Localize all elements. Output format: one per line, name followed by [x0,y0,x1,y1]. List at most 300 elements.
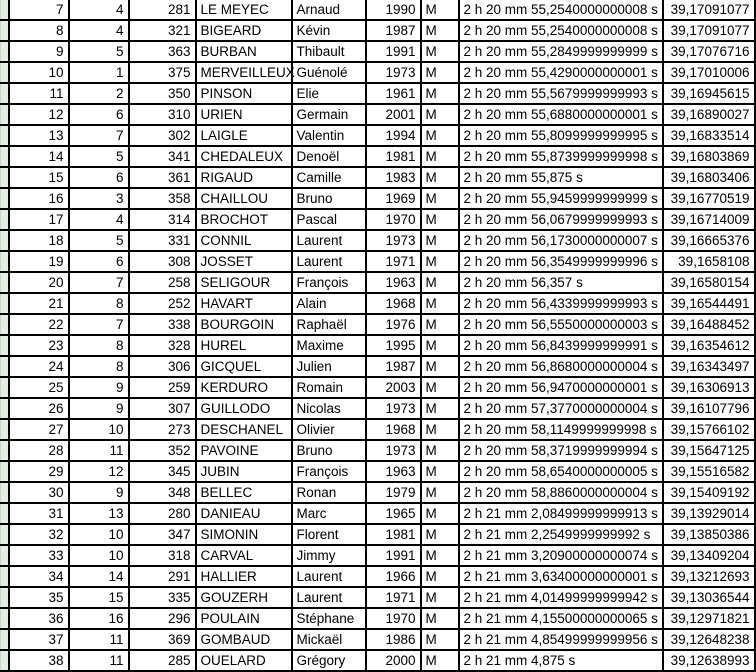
cell-birth-year[interactable]: 1991 [366,41,421,62]
cell-last-name[interactable]: GOMBAUD [196,629,292,650]
cell-time[interactable]: 2 h 20 mm 56,3549999999996 s [459,251,663,272]
cell-row-number[interactable]: 37 [9,629,69,650]
cell-birth-year[interactable]: 2003 [366,377,421,398]
cell-time[interactable]: 2 h 20 mm 55,4290000000001 s [459,62,663,83]
cell-birth-year[interactable]: 1987 [366,356,421,377]
cell-rank[interactable]: 2 [69,83,129,104]
cell-bib-number[interactable]: 361 [129,167,196,188]
cell-bib-number[interactable]: 258 [129,272,196,293]
cell-birth-year[interactable]: 1966 [366,566,421,587]
cell-birth-year[interactable]: 1990 [366,0,421,20]
left-strip-cell[interactable] [1,293,9,314]
cell-speed[interactable]: 39,13409204 [663,545,755,566]
left-strip-cell[interactable] [1,524,9,545]
cell-time[interactable]: 2 h 20 mm 56,1730000000007 s [459,230,663,251]
cell-speed[interactable]: 39,12648238 [663,629,755,650]
cell-last-name[interactable]: JUBIN [196,461,292,482]
cell-last-name[interactable]: BURBAN [196,41,292,62]
cell-row-number[interactable]: 23 [9,335,69,356]
cell-birth-year[interactable]: 1971 [366,587,421,608]
cell-row-number[interactable]: 30 [9,482,69,503]
cell-speed[interactable]: 39,16833514 [663,125,755,146]
cell-bib-number[interactable]: 306 [129,356,196,377]
cell-bib-number[interactable]: 296 [129,608,196,629]
cell-first-name[interactable]: Alain [292,293,366,314]
cell-birth-year[interactable]: 1981 [366,524,421,545]
cell-first-name[interactable]: Thibault [292,41,366,62]
cell-gender[interactable]: M [421,377,459,398]
cell-row-number[interactable]: 26 [9,398,69,419]
cell-bib-number[interactable]: 358 [129,188,196,209]
cell-last-name[interactable]: RIGAUD [196,167,292,188]
cell-last-name[interactable]: DESCHANEL [196,419,292,440]
cell-row-number[interactable]: 38 [9,650,69,671]
cell-first-name[interactable]: Arnaud [292,0,366,20]
cell-last-name[interactable]: LAIGLE [196,125,292,146]
cell-speed[interactable]: 39,17010006 [663,62,755,83]
cell-last-name[interactable]: BOURGOIN [196,314,292,335]
left-strip-cell[interactable] [1,440,9,461]
cell-row-number[interactable]: 20 [9,272,69,293]
cell-bib-number[interactable]: 291 [129,566,196,587]
cell-gender[interactable]: M [421,41,459,62]
cell-time[interactable]: 2 h 20 mm 55,2540000000008 s [459,20,663,41]
cell-time[interactable]: 2 h 20 mm 55,2540000000008 s [459,0,663,20]
left-strip-cell[interactable] [1,62,9,83]
cell-time[interactable]: 2 h 20 mm 58,1149999999998 s [459,419,663,440]
cell-gender[interactable]: M [421,398,459,419]
cell-gender[interactable]: M [421,587,459,608]
left-strip-cell[interactable] [1,167,9,188]
cell-speed[interactable]: 39,17091077 [663,0,755,20]
cell-last-name[interactable]: PINSON [196,83,292,104]
left-strip-cell[interactable] [1,377,9,398]
cell-time[interactable]: 2 h 20 mm 56,5550000000003 s [459,314,663,335]
left-strip-cell[interactable] [1,104,9,125]
cell-last-name[interactable]: JOSSET [196,251,292,272]
cell-birth-year[interactable]: 1995 [366,335,421,356]
cell-rank[interactable]: 6 [69,167,129,188]
left-strip-cell[interactable] [1,545,9,566]
cell-last-name[interactable]: BIGEARD [196,20,292,41]
cell-gender[interactable]: M [421,104,459,125]
cell-birth-year[interactable]: 1983 [366,167,421,188]
cell-speed[interactable]: 39,16306913 [663,377,755,398]
cell-speed[interactable]: 39,13212693 [663,566,755,587]
cell-time[interactable]: 2 h 20 mm 55,5679999999993 s [459,83,663,104]
cell-bib-number[interactable]: 308 [129,251,196,272]
cell-rank[interactable]: 12 [69,461,129,482]
left-strip-cell[interactable] [1,41,9,62]
cell-speed[interactable]: 39,15766102 [663,419,755,440]
cell-birth-year[interactable]: 1970 [366,209,421,230]
cell-row-number[interactable]: 13 [9,125,69,146]
left-strip-cell[interactable] [1,335,9,356]
cell-bib-number[interactable]: 375 [129,62,196,83]
cell-time[interactable]: 2 h 20 mm 56,8439999999991 s [459,335,663,356]
cell-gender[interactable]: M [421,482,459,503]
cell-first-name[interactable]: Camille [292,167,366,188]
cell-birth-year[interactable]: 1963 [366,461,421,482]
cell-row-number[interactable]: 31 [9,503,69,524]
cell-row-number[interactable]: 21 [9,293,69,314]
cell-last-name[interactable]: PAVOINE [196,440,292,461]
cell-bib-number[interactable]: 338 [129,314,196,335]
cell-last-name[interactable]: CHEDALEUX [196,146,292,167]
cell-rank[interactable]: 3 [69,188,129,209]
cell-first-name[interactable]: Stéphane [292,608,366,629]
cell-gender[interactable]: M [421,629,459,650]
cell-gender[interactable]: M [421,62,459,83]
cell-time[interactable]: 2 h 20 mm 58,8860000000004 s [459,482,663,503]
cell-bib-number[interactable]: 310 [129,104,196,125]
cell-bib-number[interactable]: 335 [129,587,196,608]
cell-time[interactable]: 2 h 21 mm 3,63400000000001 s [459,566,663,587]
cell-rank[interactable]: 16 [69,608,129,629]
cell-bib-number[interactable]: 350 [129,83,196,104]
left-strip-cell[interactable] [1,566,9,587]
cell-speed[interactable]: 39,16665376 [663,230,755,251]
cell-first-name[interactable]: Bruno [292,440,366,461]
cell-rank[interactable]: 7 [69,125,129,146]
cell-gender[interactable]: M [421,293,459,314]
cell-birth-year[interactable]: 1994 [366,125,421,146]
cell-first-name[interactable]: Raphaël [292,314,366,335]
cell-rank[interactable]: 9 [69,398,129,419]
cell-gender[interactable]: M [421,650,459,671]
cell-gender[interactable]: M [421,209,459,230]
cell-last-name[interactable]: DANIEAU [196,503,292,524]
cell-gender[interactable]: M [421,419,459,440]
cell-first-name[interactable]: François [292,461,366,482]
cell-birth-year[interactable]: 1965 [366,503,421,524]
left-strip-cell[interactable] [1,20,9,41]
left-strip-cell[interactable] [1,461,9,482]
cell-speed[interactable]: 39,15516582 [663,461,755,482]
cell-row-number[interactable]: 25 [9,377,69,398]
cell-speed[interactable]: 39,15409192 [663,482,755,503]
cell-first-name[interactable]: Nicolas [292,398,366,419]
cell-bib-number[interactable]: 345 [129,461,196,482]
cell-time[interactable]: 2 h 20 mm 56,9470000000001 s [459,377,663,398]
cell-row-number[interactable]: 17 [9,209,69,230]
cell-row-number[interactable]: 15 [9,167,69,188]
cell-time[interactable]: 2 h 20 mm 56,8680000000004 s [459,356,663,377]
cell-bib-number[interactable]: 318 [129,545,196,566]
cell-birth-year[interactable]: 1968 [366,293,421,314]
cell-birth-year[interactable]: 1968 [366,419,421,440]
cell-last-name[interactable]: CHAILLOU [196,188,292,209]
cell-gender[interactable]: M [421,524,459,545]
cell-birth-year[interactable]: 1986 [366,629,421,650]
cell-first-name[interactable]: Pascal [292,209,366,230]
cell-birth-year[interactable]: 1973 [366,440,421,461]
cell-rank[interactable]: 1 [69,62,129,83]
cell-birth-year[interactable]: 1971 [366,251,421,272]
cell-speed[interactable]: 39,12971821 [663,608,755,629]
cell-gender[interactable]: M [421,125,459,146]
left-strip-cell[interactable] [1,419,9,440]
cell-gender[interactable]: M [421,440,459,461]
cell-rank[interactable]: 11 [69,629,129,650]
cell-speed[interactable]: 39,16803406 [663,167,755,188]
cell-rank[interactable]: 7 [69,272,129,293]
cell-rank[interactable]: 4 [69,0,129,20]
cell-speed[interactable]: 39,16890027 [663,104,755,125]
cell-birth-year[interactable]: 1973 [366,230,421,251]
cell-gender[interactable]: M [421,503,459,524]
cell-rank[interactable]: 11 [69,650,129,671]
cell-time[interactable]: 2 h 20 mm 55,2849999999999 s [459,41,663,62]
cell-time[interactable]: 2 h 21 mm 3,20900000000074 s [459,545,663,566]
cell-speed[interactable]: 39,16107796 [663,398,755,419]
cell-rank[interactable]: 10 [69,545,129,566]
cell-row-number[interactable]: 35 [9,587,69,608]
cell-speed[interactable]: 39,15647125 [663,440,755,461]
cell-rank[interactable]: 14 [69,566,129,587]
left-strip-cell[interactable] [1,0,9,20]
left-strip-cell[interactable] [1,503,9,524]
cell-row-number[interactable]: 16 [9,188,69,209]
left-strip-cell[interactable] [1,587,9,608]
left-strip-cell[interactable] [1,356,9,377]
cell-bib-number[interactable]: 307 [129,398,196,419]
cell-bib-number[interactable]: 280 [129,503,196,524]
cell-rank[interactable]: 4 [69,209,129,230]
cell-bib-number[interactable]: 347 [129,524,196,545]
cell-gender[interactable]: M [421,608,459,629]
cell-rank[interactable]: 10 [69,419,129,440]
cell-gender[interactable]: M [421,314,459,335]
cell-gender[interactable]: M [421,20,459,41]
cell-time[interactable]: 2 h 20 mm 57,3770000000004 s [459,398,663,419]
cell-bib-number[interactable]: 302 [129,125,196,146]
cell-row-number[interactable]: 11 [9,83,69,104]
cell-row-number[interactable]: 14 [9,146,69,167]
left-strip-cell[interactable] [1,608,9,629]
cell-first-name[interactable]: Kévin [292,20,366,41]
cell-row-number[interactable]: 29 [9,461,69,482]
cell-speed[interactable]: 39,16714009 [663,209,755,230]
cell-row-number[interactable]: 28 [9,440,69,461]
left-strip-cell[interactable] [1,146,9,167]
cell-rank[interactable]: 4 [69,20,129,41]
cell-speed[interactable]: 39,13036544 [663,587,755,608]
cell-first-name[interactable]: Valentin [292,125,366,146]
cell-row-number[interactable]: 19 [9,251,69,272]
cell-first-name[interactable]: Bruno [292,188,366,209]
cell-bib-number[interactable]: 285 [129,650,196,671]
cell-first-name[interactable]: Romain [292,377,366,398]
cell-birth-year[interactable]: 1979 [366,482,421,503]
cell-rank[interactable]: 10 [69,524,129,545]
cell-gender[interactable]: M [421,272,459,293]
cell-last-name[interactable]: POULAIN [196,608,292,629]
cell-first-name[interactable]: François [292,272,366,293]
cell-last-name[interactable]: BROCHOT [196,209,292,230]
cell-time[interactable]: 2 h 21 mm 2,08499999999913 s [459,503,663,524]
cell-rank[interactable]: 9 [69,377,129,398]
left-strip-cell[interactable] [1,188,9,209]
cell-last-name[interactable]: BELLEC [196,482,292,503]
cell-speed[interactable]: 39,16544491 [663,293,755,314]
cell-row-number[interactable]: 27 [9,419,69,440]
cell-row-number[interactable]: 8 [9,20,69,41]
cell-bib-number[interactable]: 273 [129,419,196,440]
cell-speed[interactable]: 39,16488452 [663,314,755,335]
cell-bib-number[interactable]: 321 [129,20,196,41]
cell-first-name[interactable]: Guénolé [292,62,366,83]
cell-gender[interactable]: M [421,146,459,167]
cell-row-number[interactable]: 24 [9,356,69,377]
cell-time[interactable]: 2 h 20 mm 56,0679999999993 s [459,209,663,230]
cell-birth-year[interactable]: 1991 [366,545,421,566]
cell-rank[interactable]: 5 [69,146,129,167]
cell-last-name[interactable]: SIMONIN [196,524,292,545]
cell-row-number[interactable]: 33 [9,545,69,566]
cell-rank[interactable]: 9 [69,482,129,503]
cell-gender[interactable]: M [421,188,459,209]
cell-birth-year[interactable]: 1970 [366,608,421,629]
cell-time[interactable]: 2 h 21 mm 4,15500000000065 s [459,608,663,629]
cell-bib-number[interactable]: 281 [129,0,196,20]
cell-bib-number[interactable]: 369 [129,629,196,650]
cell-time[interactable]: 2 h 20 mm 55,9459999999999 s [459,188,663,209]
cell-time[interactable]: 2 h 20 mm 55,6880000000001 s [459,104,663,125]
cell-rank[interactable]: 5 [69,41,129,62]
cell-birth-year[interactable]: 1981 [366,146,421,167]
cell-last-name[interactable]: GICQUEL [196,356,292,377]
cell-speed[interactable]: 39,16580154 [663,272,755,293]
cell-first-name[interactable]: Grégory [292,650,366,671]
cell-bib-number[interactable]: 328 [129,335,196,356]
left-strip-cell[interactable] [1,314,9,335]
cell-first-name[interactable]: Denoël [292,146,366,167]
cell-time[interactable]: 2 h 20 mm 58,3719999999994 s [459,440,663,461]
cell-row-number[interactable]: 22 [9,314,69,335]
cell-time[interactable]: 2 h 21 mm 4,01499999999942 s [459,587,663,608]
cell-birth-year[interactable]: 1961 [366,83,421,104]
cell-time[interactable]: 2 h 20 mm 56,357 s [459,272,663,293]
cell-time[interactable]: 2 h 20 mm 55,875 s [459,167,663,188]
cell-speed[interactable]: 39,16770519 [663,188,755,209]
cell-last-name[interactable]: MERVEILLEUX [196,62,292,83]
cell-rank[interactable]: 6 [69,251,129,272]
cell-speed[interactable]: 39,13850386 [663,524,755,545]
cell-bib-number[interactable]: 348 [129,482,196,503]
cell-gender[interactable]: M [421,83,459,104]
cell-last-name[interactable]: GOUZERH [196,587,292,608]
cell-speed[interactable]: 39,16343497 [663,356,755,377]
cell-bib-number[interactable]: 341 [129,146,196,167]
cell-gender[interactable]: M [421,566,459,587]
cell-birth-year[interactable]: 1976 [366,314,421,335]
cell-gender[interactable]: M [421,0,459,20]
cell-rank[interactable]: 11 [69,440,129,461]
cell-rank[interactable]: 13 [69,503,129,524]
left-strip-cell[interactable] [1,209,9,230]
cell-birth-year[interactable]: 1963 [366,272,421,293]
cell-first-name[interactable]: Germain [292,104,366,125]
cell-first-name[interactable]: Julien [292,356,366,377]
cell-bib-number[interactable]: 363 [129,41,196,62]
cell-rank[interactable]: 8 [69,293,129,314]
cell-row-number[interactable]: 32 [9,524,69,545]
cell-first-name[interactable]: Marc [292,503,366,524]
cell-time[interactable]: 2 h 20 mm 56,4339999999993 s [459,293,663,314]
cell-rank[interactable]: 5 [69,230,129,251]
cell-speed[interactable]: 39,1658108 [663,251,755,272]
cell-rank[interactable]: 7 [69,314,129,335]
cell-last-name[interactable]: CONNIL [196,230,292,251]
cell-speed[interactable]: 39,13929014 [663,503,755,524]
cell-bib-number[interactable]: 352 [129,440,196,461]
cell-time[interactable]: 2 h 20 mm 58,6540000000005 s [459,461,663,482]
cell-birth-year[interactable]: 1973 [366,398,421,419]
cell-first-name[interactable]: Mickaël [292,629,366,650]
cell-row-number[interactable]: 34 [9,566,69,587]
cell-speed[interactable]: 39,16803869 [663,146,755,167]
cell-speed[interactable]: 39,17091077 [663,20,755,41]
cell-first-name[interactable]: Laurent [292,587,366,608]
cell-gender[interactable]: M [421,167,459,188]
cell-last-name[interactable]: CARVAL [196,545,292,566]
left-strip-cell[interactable] [1,230,9,251]
cell-speed[interactable]: 39,17076716 [663,41,755,62]
cell-last-name[interactable]: HAVART [196,293,292,314]
cell-birth-year[interactable]: 1969 [366,188,421,209]
left-strip-cell[interactable] [1,629,9,650]
cell-row-number[interactable]: 9 [9,41,69,62]
cell-first-name[interactable]: Elie [292,83,366,104]
cell-rank[interactable]: 8 [69,356,129,377]
left-strip-cell[interactable] [1,83,9,104]
cell-first-name[interactable]: Florent [292,524,366,545]
cell-time[interactable]: 2 h 21 mm 4,875 s [459,650,663,671]
cell-last-name[interactable]: HUREL [196,335,292,356]
left-strip-cell[interactable] [1,482,9,503]
left-strip-cell[interactable] [1,125,9,146]
cell-speed[interactable]: 39,16945615 [663,83,755,104]
cell-speed[interactable]: 39,16354612 [663,335,755,356]
cell-bib-number[interactable]: 252 [129,293,196,314]
cell-first-name[interactable]: Jimmy [292,545,366,566]
cell-gender[interactable]: M [421,461,459,482]
cell-last-name[interactable]: SELIGOUR [196,272,292,293]
cell-first-name[interactable]: Laurent [292,251,366,272]
cell-row-number[interactable]: 36 [9,608,69,629]
cell-gender[interactable]: M [421,545,459,566]
left-strip-cell[interactable] [1,650,9,671]
cell-last-name[interactable]: LE MEYEC [196,0,292,20]
cell-speed[interactable]: 39,12638993 [663,650,755,671]
cell-rank[interactable]: 15 [69,587,129,608]
cell-rank[interactable]: 8 [69,335,129,356]
cell-first-name[interactable]: Ronan [292,482,366,503]
cell-last-name[interactable]: GUILLODO [196,398,292,419]
cell-row-number[interactable]: 18 [9,230,69,251]
left-strip-cell[interactable] [1,251,9,272]
cell-gender[interactable]: M [421,230,459,251]
cell-first-name[interactable]: Olivier [292,419,366,440]
cell-first-name[interactable]: Laurent [292,566,366,587]
cell-gender[interactable]: M [421,356,459,377]
cell-bib-number[interactable]: 331 [129,230,196,251]
cell-bib-number[interactable]: 259 [129,377,196,398]
cell-birth-year[interactable]: 2000 [366,650,421,671]
cell-time[interactable]: 2 h 21 mm 4,85499999999956 s [459,629,663,650]
cell-last-name[interactable]: OUELARD [196,650,292,671]
